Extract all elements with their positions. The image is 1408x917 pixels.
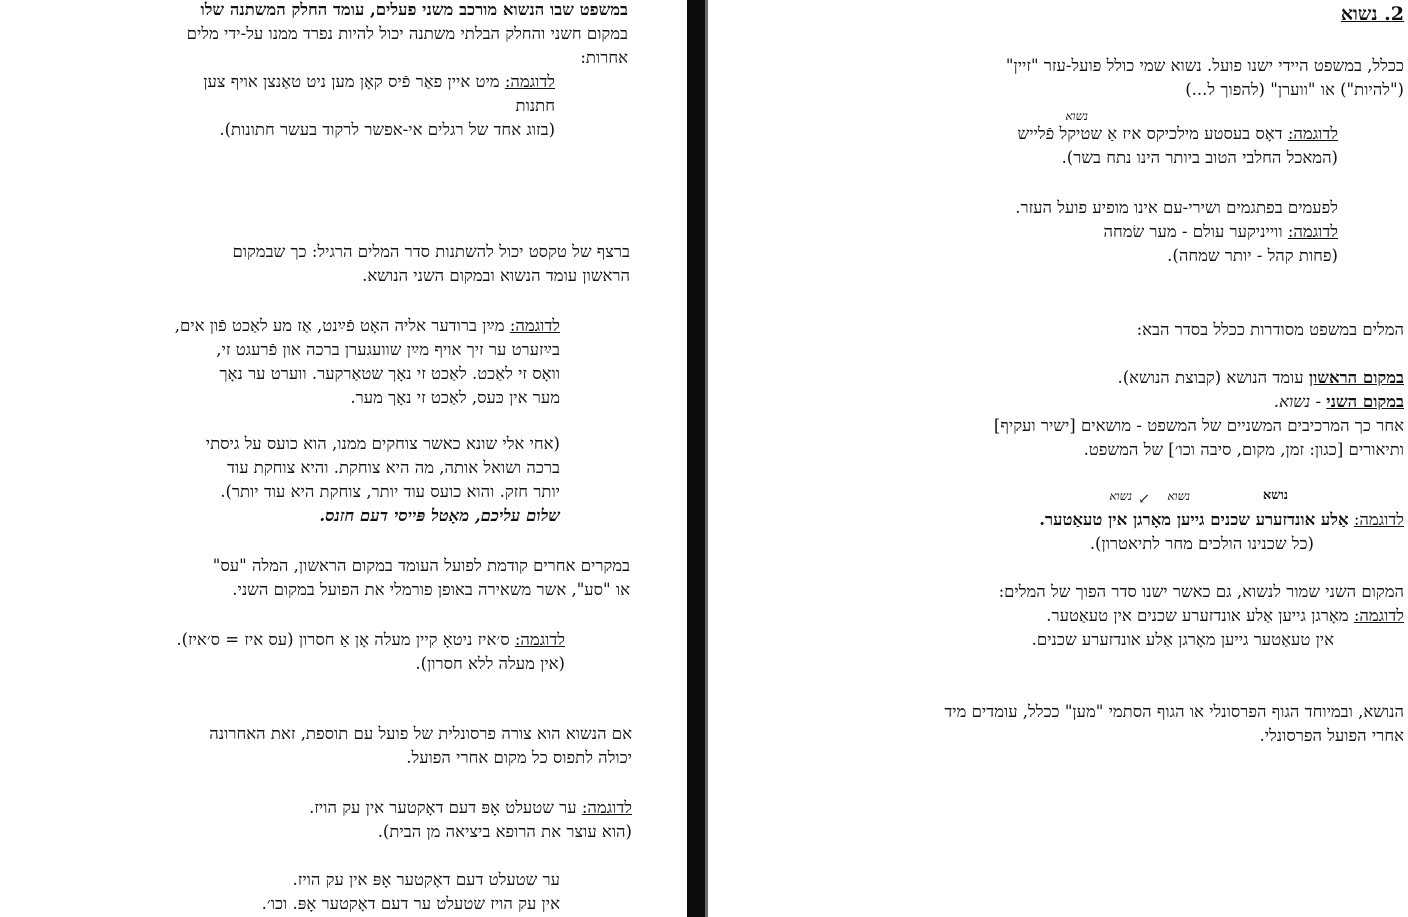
translation-line: (כל שכנינו הולכים מחר לתיאטרון). bbox=[1089, 534, 1314, 553]
example-label: לדוגמה: bbox=[1287, 222, 1338, 241]
grammar-annotation: נשוא bbox=[1109, 489, 1132, 503]
text-line: אחרות: bbox=[580, 48, 628, 67]
paragraph-proverbs bbox=[1015, 196, 1338, 220]
example-block-r2 bbox=[1103, 220, 1338, 268]
book-spine bbox=[687, 0, 707, 917]
text-line: ככלל, במשפט היידי ישנו פועל. נשוא שמי כולל פועל-עזר "זיין" bbox=[1005, 56, 1404, 75]
yiddish-line: אין טעאַטער גייען מאָרגן אַלע אונדזערע שכנים. bbox=[1031, 630, 1334, 649]
text-line: המקום השני שמור לנשוא, גם כאשר ישנו סדר הפוך של המלים: bbox=[998, 582, 1404, 601]
left-page bbox=[0, 0, 690, 917]
text-line: אחר כך המרכיבים המשניים של המשפט - מושאים [ישיר ועקיף] bbox=[993, 416, 1404, 435]
translation-line: (הוא עוצר את הרופא ביציאה מן הבית). bbox=[377, 822, 632, 841]
yiddish-line: מער אין כּעס, לאַכט זי נאָך מער. bbox=[350, 388, 560, 407]
section-heading: 2. נשוא bbox=[1340, 3, 1404, 25]
text-line: אם הנשוא הוא צורה פרסונלית של פועל עם תוספת, זאת האחרונה bbox=[209, 724, 632, 743]
yiddish-line: מאָרגן גייען אַלע אונדזערע שכנים אין טעאַטער. bbox=[1046, 606, 1349, 625]
yiddish-line: ער שטעלט דעם דאָקטער אָפּ אין עק הויז. bbox=[292, 870, 560, 889]
paragraph-order-intro: המלים במשפט מסודרות ככלל בסדר הבא: bbox=[1136, 320, 1404, 339]
text-line: הנושא, ובמיוחד הגוף הפרסונלי או הגוף הסתמי "מען" ככלל, עומדים מיד bbox=[944, 702, 1404, 721]
word-order-rules bbox=[994, 366, 1404, 462]
paragraph-inverted-order bbox=[999, 580, 1404, 652]
yiddish-line: בײַזערט ער זיך אויף מײַן שוועגערן ברכה און פֿרעגט זי, bbox=[216, 340, 560, 359]
text-line: או "סע", אשר משאירה באופן פורמלי את הפועל במקום השני. bbox=[232, 580, 630, 599]
translation-line: יותר חזק. והוא כועס עוד יותר, צוחקת היא עוד יותר). bbox=[220, 482, 560, 501]
text-line: במקום חשני והחלק הבלתי משתנה יכול להיות נפרד ממנו על-ידי מלים bbox=[186, 24, 628, 43]
translation-block-2 bbox=[206, 432, 560, 528]
source-citation: שלום עליכם, מאָטל פּייסי דעם חזנס. bbox=[319, 506, 560, 525]
text-line: ("להיות") או "ווערן" (להפוך ל...) bbox=[1185, 80, 1404, 99]
translation-line: (המאכל החלבי הטוב ביותר הינו נתח בשר). bbox=[1061, 148, 1338, 167]
yiddish-line: מיט איין פאַר פֿיס קאָן מען ניט טאַנצן אויף צען bbox=[203, 72, 500, 91]
text-line: במשפט שבו הנשוא מורכב משני פעלים, עומד החלק המשתנה שלו bbox=[200, 0, 628, 19]
text-line: ברצף של טקסט יכול להשתנות סדר המלים הרגיל: כך שבמקום bbox=[232, 242, 630, 261]
text-line: ותיאורים [כגון: זמן, מקום, סיבה וכו׳] של המשפט. bbox=[1083, 440, 1404, 459]
translation-line: (פחות קהל - יותר שמחה). bbox=[1167, 246, 1338, 265]
text-line: יכולה לתפוס כל מקום אחרי הפועל. bbox=[406, 748, 632, 767]
translation-line: (אין מעלה ללא חסרון). bbox=[415, 654, 565, 673]
example-label: לדוגמה: bbox=[1287, 124, 1338, 143]
yiddish-line: אַלע אונדזערע שכנים גייען מאָרגן אין טעאַטער. bbox=[1039, 510, 1349, 529]
second-position-label: במקום השני bbox=[1326, 392, 1404, 411]
yiddish-line: וואָס זי לאַכט. לאַכט זי נאָך שטאַרקער. ווערט ער נאָך bbox=[219, 364, 560, 383]
example-block-3 bbox=[176, 628, 565, 676]
text-line: לפעמים בפתגמים ושירי-עם אינו מופיע פועל העזר. bbox=[1015, 198, 1338, 217]
yiddish-line: ס׳איז ניטאָ קיין מעלה אָן אַ חסרון (עס איז = ס׳איז). bbox=[176, 630, 510, 649]
yiddish-line: ער שטעלט אָפּ דעם דאָקטער אין עק הויז. bbox=[309, 798, 577, 817]
paragraph-personal-form bbox=[209, 722, 632, 770]
right-page bbox=[720, 0, 1408, 917]
example-label: לדוגמה: bbox=[581, 798, 632, 817]
first-position-label: במקום הראשון bbox=[1308, 368, 1404, 387]
example-block-2 bbox=[175, 314, 560, 410]
example-block-r3 bbox=[1039, 508, 1404, 556]
example-block-4 bbox=[309, 796, 632, 844]
book-spine-edge bbox=[705, 0, 708, 917]
text-line: הראשון עומד הנשוא ובמקום השני הנושא. bbox=[362, 266, 630, 285]
example-label: לדוגמה: bbox=[1353, 606, 1404, 625]
example-block-5 bbox=[262, 868, 560, 916]
example-label: לדוגמה: bbox=[504, 72, 555, 91]
text-line: - נשוא. bbox=[1273, 392, 1322, 411]
yiddish-line: מײַן ברודער אליה האָט פֿײַנט, אַז מע לאַכט פֿון אים, bbox=[174, 316, 505, 335]
yiddish-line: דאָס בעסטע מילכיקס איז אַ שטיקל פֿלייש bbox=[1017, 124, 1283, 143]
paragraph-predicate-intro bbox=[1006, 54, 1404, 102]
example-label: לדוגמה: bbox=[514, 630, 565, 649]
yiddish-line: חתנות bbox=[515, 96, 555, 115]
yiddish-line: ווייניקער עולם - מער שׂמחה bbox=[1103, 222, 1283, 241]
example-label: לדוגמה: bbox=[509, 316, 560, 335]
text-line: במקרים אחרים קודמת לפועל העומד במקום הראשון, המלה "עס" bbox=[212, 556, 630, 575]
grammar-annotation: נשוא bbox=[1065, 109, 1088, 123]
paragraph-pronoun bbox=[944, 700, 1404, 748]
yiddish-line: אין עק הויז שטעלט ער דעם דאָקטער אָפּ. וכו׳. bbox=[261, 894, 560, 913]
translation-line: (אחי אלי שונא כאשר צוחקים ממנו, הוא כועס על גיסתי bbox=[205, 434, 560, 453]
text-line: אחרי הפועל הפרסונלי. bbox=[1259, 726, 1404, 745]
translation-line: (בזוג אחד של רגלים אי-אפשר לרקוד בעשר חתונות). bbox=[219, 120, 555, 139]
grammar-annotation: נשוא bbox=[1167, 489, 1190, 503]
example-block-1 bbox=[203, 70, 555, 142]
paragraph-verb-split bbox=[187, 0, 628, 70]
paragraph-es-particle bbox=[213, 554, 630, 602]
example-label: לדוגמה: bbox=[1353, 510, 1404, 529]
example-block-r1 bbox=[1018, 122, 1338, 170]
arrow-icon: ↙ bbox=[1138, 491, 1150, 507]
text-line: עומד הנושא (קבוצת הנושא). bbox=[1117, 368, 1304, 387]
paragraph-word-order bbox=[232, 240, 630, 288]
grammar-annotation: נושא bbox=[1262, 488, 1288, 503]
translation-line: ברכה ושואל אותה, מה היא צוחקת. והיא צוחקת עוד bbox=[227, 458, 560, 477]
